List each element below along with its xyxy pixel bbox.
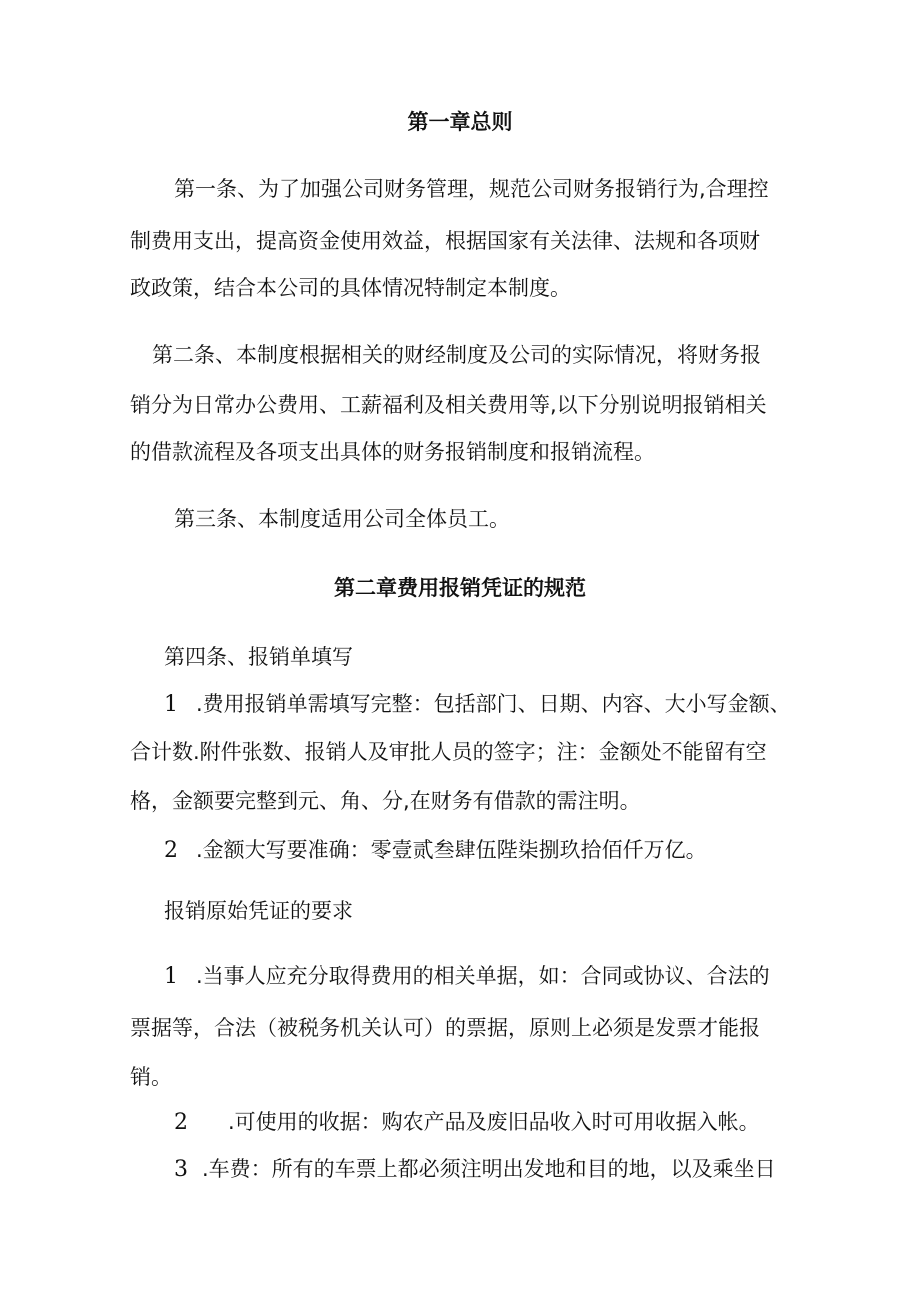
requirement-1-number: 1 (164, 964, 178, 989)
requirement-1-text: .当事人应充分取得费用的相关单据，如：合同或协议、合法的 (196, 964, 770, 988)
item-1-line-3: 格，金额要完整到元、角、分,在财务有借款的需注明。 (130, 789, 641, 813)
article-1-line-3: 政政策，结合本公司的具体情况特制定本制度。 (130, 276, 571, 300)
subheading-original-vouchers: 报销原始凭证的要求 (164, 899, 353, 923)
article-1-line-2: 制费用支出，提高资金使用效益，根据国家有关法律、法规和各项财 (130, 229, 760, 253)
chapter-1-title: 第一章总则 (407, 110, 513, 134)
article-2-line-1: 第二条、本制度根据相关的财经制度及公司的实际情况，将财务报 (152, 343, 761, 367)
item-1-text: .费用报销单需填写完整：包括部门、日期、内容、大小写金额、 (196, 692, 791, 716)
requirement-1-line-3: 销。 (130, 1065, 172, 1089)
chapter-2-title: 第二章费用报销凭证的规范 (334, 576, 586, 600)
item-2-number: 2 (164, 838, 178, 863)
requirement-2 (174, 1108, 760, 1137)
article-3: 第三条、本制度适用公司全体员工。 (174, 507, 510, 531)
article-2-line-3: 的借款流程及各项支出具体的财务报销制度和报销流程。 (130, 440, 655, 464)
article-4: 第四条、报销单填写 (164, 645, 353, 669)
requirement-1-line-1 (164, 962, 770, 991)
requirement-3-number: 3 (174, 1157, 188, 1182)
item-2-text: .金额大写要准确：零壹贰叁肆伍陛柒捌玖拾佰仟万亿。 (196, 838, 707, 862)
requirement-3-text: .车费：所有的车票上都必须注明出发地和目的地，以及乘坐日 (202, 1157, 776, 1181)
item-1-number: 1 (164, 692, 178, 717)
item-2 (164, 836, 707, 865)
requirement-1-line-2: 票据等，合法（被税务机关认可）的票据，原则上必须是发票才能报 (130, 1016, 760, 1040)
item-1-line-2: 合计数.附件张数、报销人及审批人员的签字；注：金额处不能留有空 (130, 740, 767, 764)
requirement-2-text: .可使用的收据：购农产品及废旧品收入时可用收据入帐。 (228, 1110, 760, 1134)
requirement-2-number: 2 (174, 1110, 188, 1135)
article-1-line-1: 第一条、为了加强公司财务管理，规范公司财务报销行为,合理控 (174, 177, 769, 201)
requirement-3 (174, 1155, 776, 1184)
item-1-line-1 (164, 690, 791, 719)
article-2-line-2: 销分为日常办公费用、工薪福利及相关费用等,以下分别说明报销相关 (130, 393, 767, 417)
